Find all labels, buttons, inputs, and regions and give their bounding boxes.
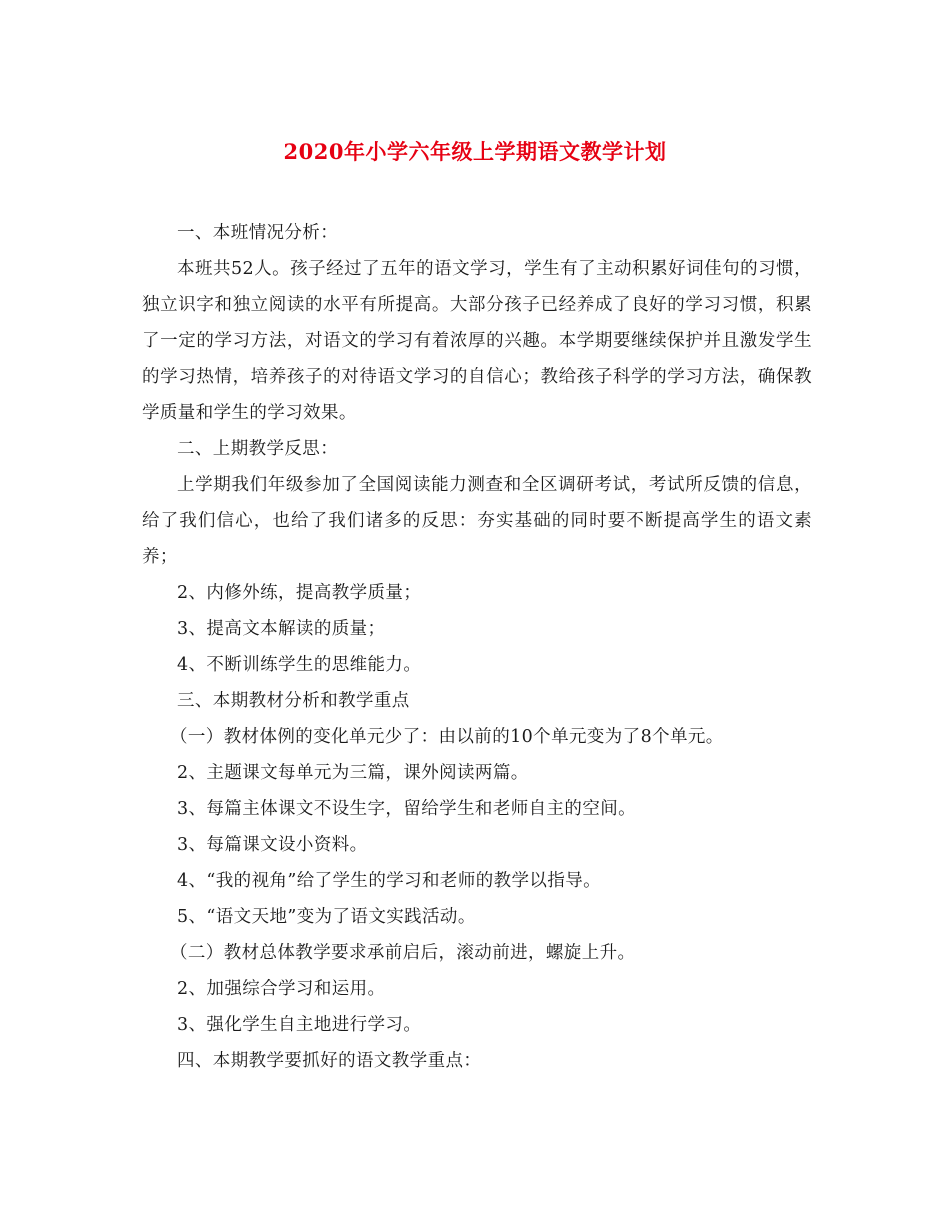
list-item-format-2: 2、主题课文每单元为三篇，课外阅读两篇。 (177, 763, 529, 783)
paragraph-class-analysis: 本班共52人。孩子经过了五年的语文学习，学生有了主动积累好词佳句的习惯，独立识字和独立阅读的水平有所提高。大部分孩子已经养成了良好的学习习惯，积累了一定的学习方法，对语文的学习有着浓厚的兴趣。本学期要继续保护并且激发学生的学习热情，培养孩子的对待语文学习的自信心；教给孩子科学的学习方法，确保教学质量和学生的学习效果。 (142, 259, 812, 423)
subsection-heading-format-changes: （一）教材体例的变化单元少了：由以前的10个单元变为了8个单元。 (170, 727, 724, 747)
section-heading-textbook-analysis: 三、本期教材分析和教学重点 (177, 691, 410, 711)
document-body (142, 215, 812, 1079)
list-item-reflection-4: 4、不断训练学生的思维能力。 (177, 655, 422, 675)
list-item-format-5: 5、“语文天地”变为了语文实践活动。 (177, 907, 476, 927)
list-item-requirements-3: 3、强化学生自主地进行学习。 (177, 1015, 422, 1035)
section-heading-teaching-focus: 四、本期教学要抓好的语文教学重点： (177, 1051, 482, 1071)
list-item-reflection-3: 3、提高文本解读的质量； (177, 619, 386, 639)
list-item-requirements-2: 2、加强综合学习和运用。 (177, 979, 386, 999)
list-item-format-3b: 3、每篇课文设小资料。 (177, 835, 368, 855)
paragraph-last-term-reflection: 上学期我们年级参加了全国阅读能力测查和全区调研考试，考试所反馈的信息，给了我们信心，也给了我们诸多的反思：夯实基础的同时要不断提高学生的语文素养； (142, 475, 812, 567)
list-item-reflection-2: 2、内修外练，提高教学质量； (177, 583, 422, 603)
subsection-heading-teaching-requirements: （二）教材总体教学要求承前启后，滚动前进，螺旋上升。 (170, 943, 636, 963)
section-heading-class-analysis: 一、本班情况分析： (177, 223, 339, 243)
section-heading-last-term-reflection: 二、上期教学反思： (177, 439, 339, 459)
list-item-format-4: 4、“我的视角”给了学生的学习和老师的教学以指导。 (177, 871, 602, 891)
list-item-format-3a: 3、每篇主体课文不设生字，留给学生和老师自主的空间。 (177, 799, 637, 819)
document-title: 2020年小学六年级上学期语文教学计划 (283, 139, 667, 164)
